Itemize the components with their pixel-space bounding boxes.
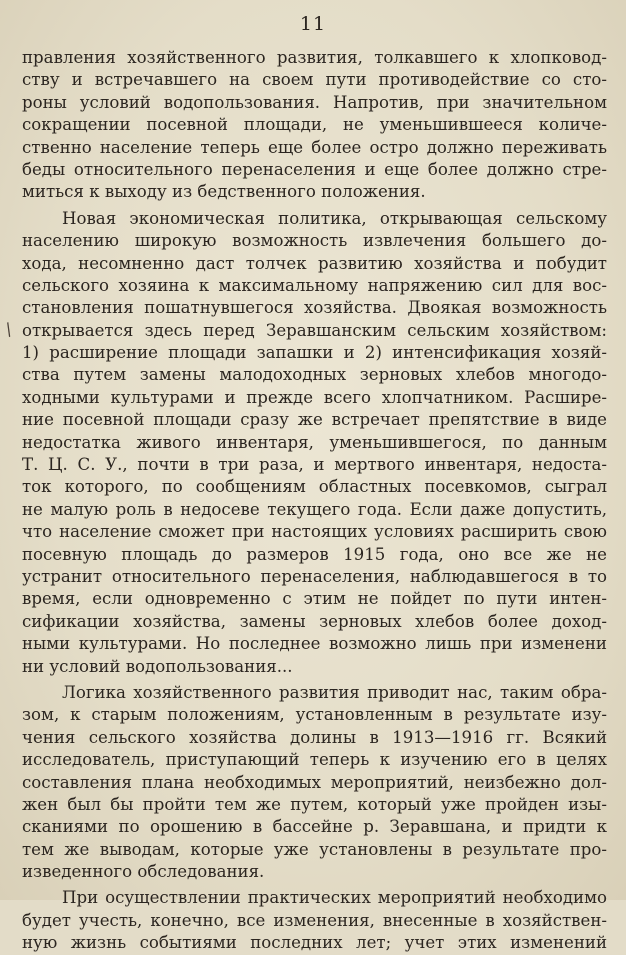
text-line: беды относительного перенаселения и еще более должно стре- <box>22 159 607 179</box>
text-line: будет учесть, конечно, все изменения, внесенные в хозяйствен- <box>22 910 607 930</box>
text-line: Т. Ц. С. У., почти в три раза, и мертвого инвентаря, недоста- <box>22 455 607 475</box>
text-line: составления плана необходимых мероприятий, неизбежно дол- <box>22 772 607 792</box>
text-line: жен был бы пройти тем же путем, который уже пройден изы- <box>22 794 607 814</box>
text-line: ственно население теперь еще более остро должно переживать <box>22 137 607 157</box>
margin-pencil-mark: / <box>2 319 16 341</box>
paragraph <box>22 47 607 204</box>
text-line: ходными культурами и прежде всего хлопчатником. Расшире- <box>22 387 607 407</box>
text-line: правления хозяйственного развития, толкавшего к хлопковод- <box>22 48 607 67</box>
paragraph <box>22 208 607 678</box>
text-line: зом, к старым положениям, установленным в результате изу- <box>22 705 607 725</box>
text-line: посевную площадь до размеров 1915 года, оно все же не <box>22 544 607 564</box>
text-line: устранит относительного перенаселения, наблюдавшегося в то <box>22 566 607 586</box>
text-line: тем же выводам, которые уже установлены в результате про- <box>22 839 607 859</box>
text-line: ству и встречавшего на своем пути противодействие со сто- <box>22 70 607 90</box>
text-line: 1) расширение площади запашки и 2) интенсификация хозяй- <box>22 343 607 363</box>
text-line: ную жизнь событиями последних лет; учет этих изменений <box>22 933 607 953</box>
text-line: сокращении посевной площади, не уменьшившееся количе- <box>22 115 607 135</box>
text-line: чения сельского хозяйства долины в 1913—1916 гг. Всякий <box>22 727 607 747</box>
text-line: ными культурами. Но последнее возможно лишь при изменени <box>22 634 607 654</box>
text-line: Логика хозяйственного развития приводит нас, таким обра- <box>62 682 607 702</box>
paragraph <box>22 682 607 884</box>
text-line: населению широкую возможность извлечения большего до- <box>22 231 607 251</box>
page-number: 11 <box>299 13 327 35</box>
text-line: ние посевной площади сразу же встречает препятствие в виде <box>22 410 607 430</box>
text-line: миться к выходу из бедственного положения. <box>22 182 426 202</box>
text-line: хода, несомненно даст толчек развитию хозяйства и побудит <box>22 253 607 273</box>
text-line: время, если одновременно с этим не пойдет по пути интен- <box>22 589 607 609</box>
text-line: роны условий водопользования. Напротив, при значительном <box>22 92 607 112</box>
text-line: сификации хозяйства, замены зерновых хлебов более доход- <box>22 611 607 631</box>
paragraph <box>22 887 607 954</box>
text-line: При осуществлении практических мероприятий необходимо <box>62 888 607 908</box>
text-line: Новая экономическая политика, открывающая сельскому <box>62 208 607 228</box>
text-line: исследователь, приступающий теперь к изучению его в целях <box>22 750 607 770</box>
text-line: недостатка живого инвентаря, уменьшившегося, по данным <box>22 432 607 452</box>
text-line: ства путем замены малодоходных зерновых хлебов многодо- <box>22 365 607 385</box>
text-line: открывается здесь перед Зеравшанским сельским хозяйством: <box>22 320 607 340</box>
text-line: становления пошатнувшегося хозяйства. Двоякая возможность <box>22 298 607 318</box>
text-line: что население сможет при настоящих условиях расширить свою <box>22 522 607 542</box>
text-line: изведенного обследования. <box>22 862 265 882</box>
text-line: сельского хозяина к максимальному напряжению сил для вос- <box>22 275 607 295</box>
text-line: ни условий водопользования... <box>22 656 293 676</box>
text-line: сканиями по орошению в бассейне р. Зеравшана, и придти к <box>22 817 607 837</box>
text-line: не малую роль в недосеве текущего года. Если даже допустить, <box>22 499 607 519</box>
text-line: ток которого, по сообщениям областных посевкомов, сыграл <box>22 477 607 497</box>
body-text <box>22 47 607 955</box>
